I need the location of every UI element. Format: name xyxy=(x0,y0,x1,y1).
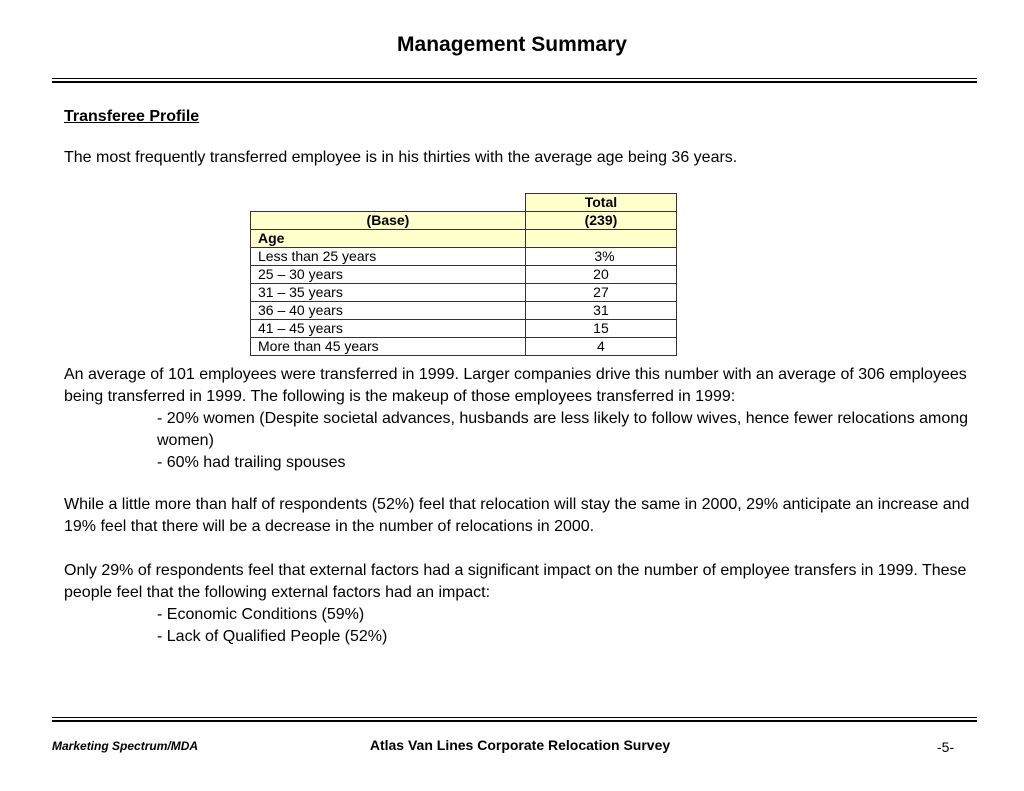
age-profile-table xyxy=(250,193,677,356)
base-value: (239) xyxy=(525,212,676,230)
table-group-row xyxy=(251,230,677,248)
table-row xyxy=(251,320,677,338)
bullet-economic-conditions: - Economic Conditions (59%) xyxy=(157,606,365,623)
row-value: 15 xyxy=(525,320,676,338)
table-corner-cell xyxy=(251,194,526,212)
footer-divider xyxy=(52,717,977,722)
header-divider xyxy=(52,78,977,83)
bullet-trailing-spouses: - 60% had trailing spouses xyxy=(157,454,346,471)
row-label: 41 – 45 years xyxy=(251,320,526,338)
intro-paragraph: The most frequently transferred employee is in his thirties with the average age being 36 years. xyxy=(64,149,738,166)
table-row xyxy=(251,248,677,266)
page-number: -5- xyxy=(937,739,955,755)
transfer-volume-paragraph xyxy=(64,364,974,474)
table-base-row xyxy=(251,212,677,230)
section-heading: Transferee Profile xyxy=(64,108,200,125)
row-value: 4 xyxy=(525,338,676,356)
footer-company: Marketing Spectrum/MDA xyxy=(52,739,199,753)
table-row xyxy=(251,266,677,284)
row-label: 31 – 35 years xyxy=(251,284,526,302)
base-label: (Base) xyxy=(251,212,526,230)
bullet-qualified-people: - Lack of Qualified People (52%) xyxy=(157,628,388,645)
footer-survey-title: Atlas Van Lines Corporate Relocation Survey xyxy=(369,737,671,753)
table-header-row xyxy=(251,194,677,212)
page-title: Management Summary xyxy=(397,33,627,56)
table-row xyxy=(251,284,677,302)
row-value: 3% xyxy=(525,248,676,266)
outlook-paragraph: While a little more than half of respondents (52%) feel that relocation will stay the same in 2000, 29% anticipate an increase and 19% feel that there will be a decrease in the number of relocations in 2000. xyxy=(64,496,970,535)
row-label: Less than 25 years xyxy=(251,248,526,266)
bullet-women: - 20% women (Despite societal advances, husbands are less likely to follow wives, hence fewer relocations among women) xyxy=(157,410,969,449)
table-row xyxy=(251,338,677,356)
row-value: 20 xyxy=(525,266,676,284)
total-column-header: Total xyxy=(525,194,676,212)
external-factors-paragraph xyxy=(64,560,974,648)
transfer-volume-text: An average of 101 employees were transferred in 1999. Larger companies drive this number with an average of 306 employees being transferred in 1999. The following is the makeup of those employees transferred in 1999: xyxy=(64,366,967,405)
external-factors-text: Only 29% of respondents feel that external factors had a significant impact on the number of employee transfers in 1999. These people feel that the following external factors had an impact: xyxy=(64,562,967,601)
row-value: 27 xyxy=(525,284,676,302)
age-group-label: Age xyxy=(251,230,526,248)
row-label: 36 – 40 years xyxy=(251,302,526,320)
row-label: More than 45 years xyxy=(251,338,526,356)
age-group-value xyxy=(525,230,676,248)
table-row xyxy=(251,302,677,320)
row-value: 31 xyxy=(525,302,676,320)
row-label: 25 – 30 years xyxy=(251,266,526,284)
